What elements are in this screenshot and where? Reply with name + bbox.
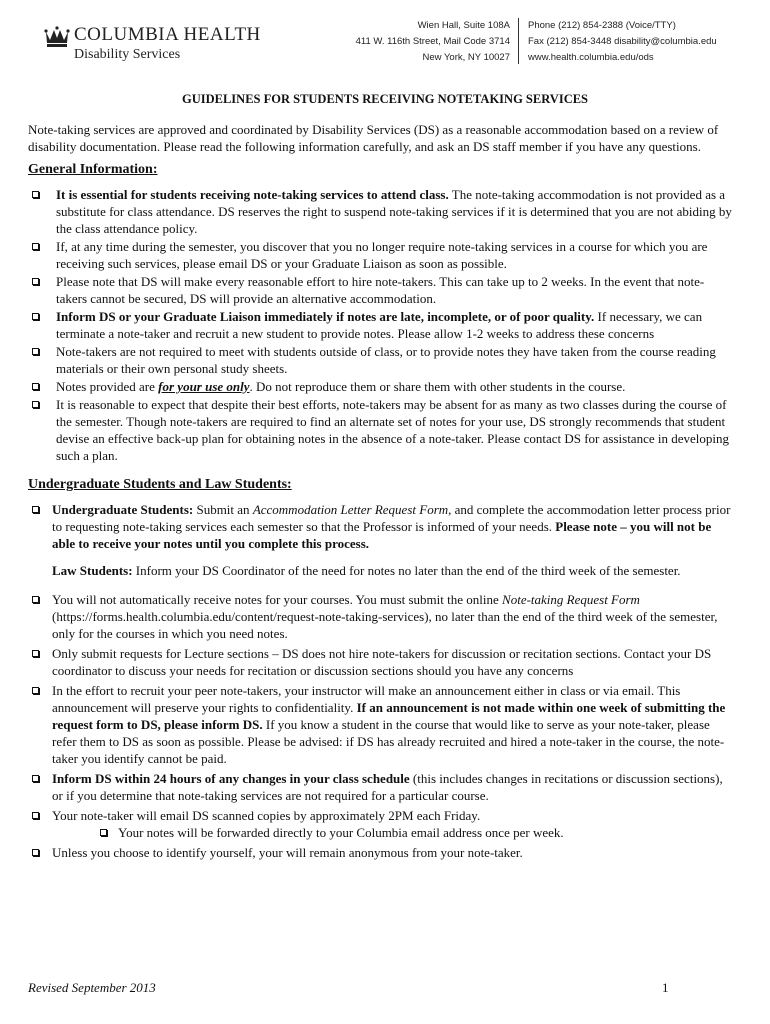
request-list	[28, 591, 734, 861]
item-text: The note-taking accommodation is not provided as a substitute for class attendance. DS reserves the right to suspend note-taking services if it is determined that you are not abiding by the class attendance policy.	[56, 187, 732, 236]
list-item	[28, 645, 734, 679]
law-label: Law Students:	[52, 563, 133, 578]
item-text: If you know a student in the course that would like to serve as your note-taker, please refer them to DS as soon as possible. Please be advised: if DS has already recruited and hired a note-taker in the course, the note-taker you identify cannot be paid.	[52, 717, 725, 766]
office-address	[356, 18, 510, 66]
list-item	[28, 591, 734, 642]
general-info-list	[28, 186, 734, 464]
address-line: New York, NY 10027	[422, 52, 510, 63]
emphasis-text: Inform DS within 24 hours of any changes in your class schedule	[52, 771, 410, 786]
list-item	[28, 186, 734, 237]
item-text: Submit an	[193, 502, 253, 517]
item-text: You will not automatically receive notes for your courses. You must submit the online	[52, 592, 503, 607]
item-text: , and complete the accommodation letter process prior to requesting note-taking services each semester so that the Professor is informed of your needs.	[52, 502, 731, 534]
item-text: Inform your DS Coordinator of the need for notes no later than the end of the third week of the semester.	[132, 563, 681, 578]
crown-icon	[44, 26, 70, 48]
item-text: It is reasonable to expect that despite their best efforts, note-takers may be absent for as many as two classes during the course of the semester. Though note-takers are required to find an alternate set of notes for your use, DS strongly recommends that student devise an effective back-up plan for obtaining notes in the absence of a note-taker. Please contact DS for assistance in developing such a plan.	[56, 397, 729, 463]
dept-name: Disability Services	[74, 47, 181, 62]
form-name: Accommodation Letter Request Form	[252, 502, 449, 517]
emphasis-text: It is essential for students receiving note-taking services to attend class.	[56, 187, 449, 202]
list-item	[28, 770, 734, 804]
item-text: . Do not reproduce them or share them with other students in the course.	[249, 379, 626, 394]
item-text: In the effort to recruit your peer note-takers, your instructor will make an announcement either in class or via email. This announcement will preserve your rights to confidentiality.	[52, 683, 681, 715]
emphasis-text: for your use only	[158, 379, 250, 394]
undergrad-label: Undergraduate Students:	[52, 502, 194, 517]
item-text: Notes provided are	[56, 379, 159, 394]
list-item	[28, 501, 734, 552]
item-text: Only submit requests for Lecture sections – DS does not hire note-takers for discussion or recitation sections. Contact your DS coordinator to discuss your needs for recitation or discussion sections should you have any concerns	[52, 646, 712, 678]
item-text: (this includes changes in recitations or discussion sections), or if you determine that note-taking services are not required for a particular course.	[52, 771, 723, 803]
document-title: GUIDELINES FOR STUDENTS RECEIVING NOTETAKING SERVICES	[181, 92, 589, 106]
item-text: Your notes will be forwarded directly to your Columbia email address once per week.	[118, 825, 564, 840]
sub-list	[52, 824, 734, 841]
item-text: Please note that DS will make every reasonable effort to hire note-takers. This can take up to 2 weeks. In the event that note-takers cannot be secured, DS will provide an alternative accommodation.	[56, 274, 705, 306]
item-text: , no later than the end of the third week of the semester, only for the courses in which you need notes.	[52, 609, 718, 641]
phone-line: Phone (212) 854-2388 (Voice/TTY)	[528, 20, 676, 31]
list-item	[28, 682, 734, 767]
address-line: 411 W. 116th Street, Mail Code 3714	[355, 36, 510, 47]
list-item	[28, 378, 734, 395]
emphasis-text: Please note – you will not be able to receive your notes until you complete this process.	[52, 519, 712, 551]
website-line: www.health.columbia.edu/ods	[528, 52, 654, 63]
undergrad-list	[28, 501, 734, 552]
list-item	[28, 844, 734, 861]
org-name: COLUMBIA HEALTH	[74, 24, 261, 45]
list-item	[28, 273, 734, 307]
undergrad-law-heading: Undergraduate Students and Law Students:	[28, 477, 292, 492]
intro-paragraph: Note-taking services are approved and coordinated by Disability Services (DS) as a reasonable accommodation based on a review of disability documentation. Please read the following information carefully, and ask an DS staff member if you have any questions.	[28, 122, 719, 154]
law-students-paragraph	[52, 562, 734, 579]
contact-info	[528, 18, 717, 66]
item-text: If, at any time during the semester, you discover that you no longer require note-taking services in a course for which you are receiving such services, please email DS or your Graduate Liaison as soon as possible.	[56, 239, 708, 271]
list-item	[28, 396, 734, 464]
emphasis-text: If an announcement is not made within one week of submitting the request form to DS, please inform DS.	[52, 700, 726, 732]
item-text: Your note-taker will email DS scanned copies by approximately 2PM each Friday.	[52, 808, 481, 823]
form-name: Note-taking Request Form	[502, 592, 640, 607]
list-item	[28, 238, 734, 272]
general-info-heading: General Information:	[28, 162, 158, 177]
list-item	[28, 807, 734, 841]
letterhead	[0, 14, 770, 74]
emphasis-text: Inform DS or your Graduate Liaison immediately if notes are late, incomplete, or of poor quality.	[56, 309, 595, 324]
sub-list-item	[98, 824, 734, 841]
header-divider	[518, 18, 519, 64]
item-text: If necessary, we can terminate a note-taker and recruit a new student to provide notes. Please allow 1-2 weeks to address these concerns	[56, 309, 703, 341]
revision-date: Revised September 2013	[28, 980, 156, 995]
request-form-link[interactable]: (https://forms.health.columbia.edu/content/request-note-taking-services)	[52, 609, 429, 624]
item-text: Unless you choose to identify yourself, your will remain anonymous from your note-taker.	[52, 845, 523, 860]
page-number: 1	[662, 980, 669, 995]
list-item	[28, 343, 734, 377]
address-line: Wien Hall, Suite 108A	[417, 20, 510, 31]
fax-email-line: Fax (212) 854-3448 disability@columbia.edu	[528, 36, 717, 47]
list-item	[28, 308, 734, 342]
item-text: Note-takers are not required to meet with students outside of class, or to provide notes they have taken from the course reading materials or their own personal study sheets.	[56, 344, 716, 376]
document-body	[28, 121, 734, 864]
